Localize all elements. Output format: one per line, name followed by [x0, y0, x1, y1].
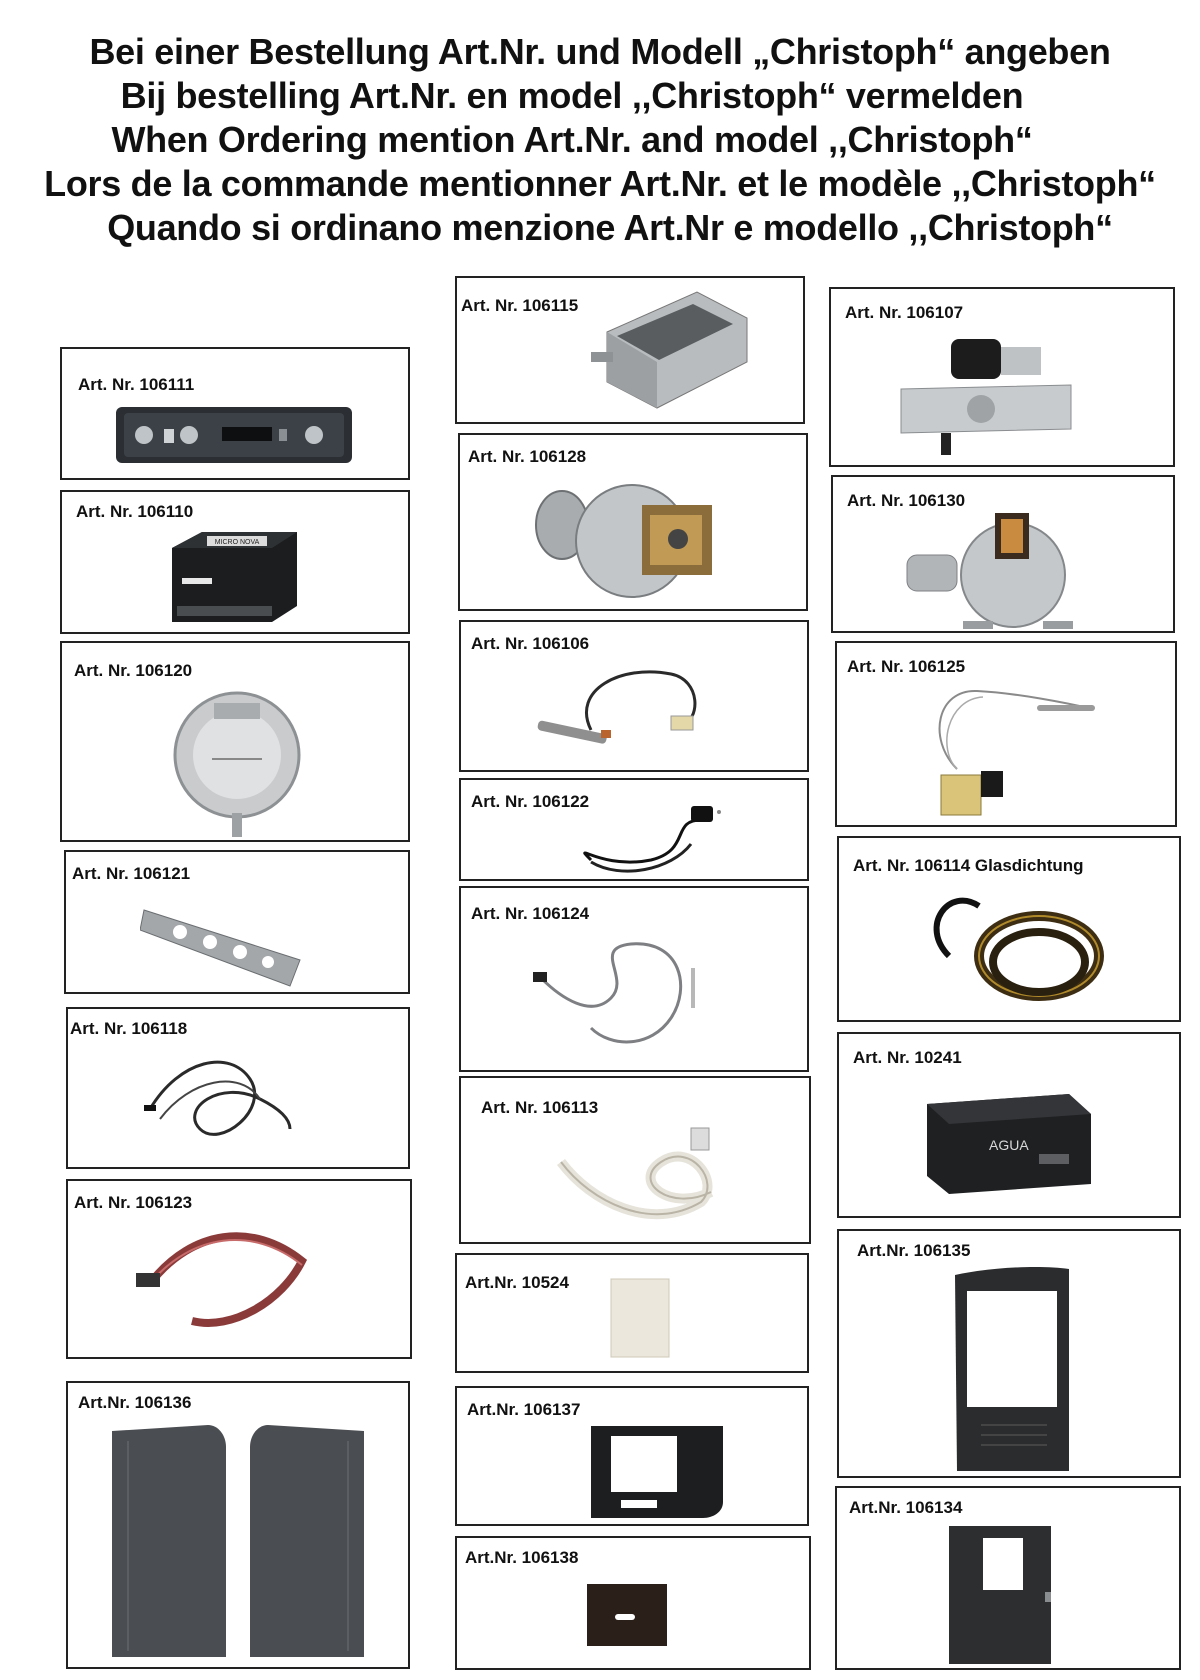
part-number-label: Art. Nr. 106124	[471, 904, 590, 923]
part-number-label: Art. Nr. 106120	[74, 661, 193, 680]
part-number-label: Art. Nr. 106114 Glasdichtung	[853, 856, 1084, 875]
part-number-label: Art.Nr. 106138	[465, 1548, 579, 1567]
part-card-106134	[835, 1486, 1181, 1670]
part-card-106107	[829, 287, 1175, 467]
auger-motor-image	[891, 329, 1081, 459]
part-card-106115	[455, 276, 805, 424]
glow-plug-image	[531, 660, 711, 760]
part-card-106123	[66, 1179, 412, 1359]
part-number-label: Art.Nr. 106135	[857, 1241, 971, 1260]
door-frame-image	[951, 1265, 1073, 1475]
part-card-106120	[60, 641, 410, 842]
pressure-switch-image	[162, 689, 312, 839]
part-card-106135	[837, 1229, 1181, 1478]
control-panel-image	[114, 403, 354, 467]
part-card-106121	[64, 850, 410, 994]
part-card-10241	[837, 1032, 1181, 1218]
part-card-106136	[66, 1381, 410, 1669]
part-number-label: Art.Nr. 106134	[849, 1498, 963, 1517]
part-number-label: Art. Nr. 106106	[471, 634, 590, 653]
part-number-label: Art. Nr. 10241	[853, 1048, 962, 1067]
scraper-tool-image	[140, 890, 310, 990]
heading-line-nl: Bij bestelling Art.Nr. en model ,,Christoph“ vermelden	[120, 75, 1024, 116]
controller-brand-print: MICRO NOVA	[214, 539, 260, 546]
insulation-plate-image	[609, 1277, 671, 1359]
part-number-label: Art. Nr. 106122	[471, 792, 590, 811]
sensor-module-image	[919, 1084, 1099, 1204]
front-frame-image	[587, 1422, 727, 1522]
part-card-106122	[459, 778, 809, 881]
probe-cable-image	[531, 938, 711, 1058]
part-card-106125	[835, 641, 1177, 827]
small-cover-plate-image	[585, 1582, 669, 1648]
sensor-brand-print: AGUA	[989, 1137, 1029, 1153]
gasket-rope-image	[551, 1122, 731, 1234]
safety-thermostat-image	[917, 679, 1097, 819]
exhaust-fan-image	[532, 475, 722, 605]
part-number-label: Art.Nr. 106137	[467, 1400, 581, 1419]
part-number-label: Art. Nr. 106107	[845, 303, 964, 322]
part-number-label: Art. Nr. 106125	[847, 657, 966, 676]
part-number-label: Art. Nr. 106121	[72, 864, 191, 883]
side-panels-image	[108, 1421, 368, 1661]
burner-pot-image	[587, 282, 757, 418]
order-instructions	[0, 30, 1200, 250]
room-air-fan-image	[903, 503, 1103, 633]
part-number-label: Art.Nr. 10524	[465, 1273, 569, 1292]
part-number-label: Art. Nr. 106130	[847, 491, 966, 510]
part-card-106118	[66, 1007, 410, 1169]
ribbon-cable-image	[132, 1221, 322, 1341]
part-card-106130	[831, 475, 1175, 633]
part-card-106124	[459, 886, 809, 1072]
power-cord-image	[561, 800, 721, 880]
part-card-10524	[455, 1253, 809, 1373]
inner-door-frame-image	[945, 1522, 1055, 1668]
part-card-106138	[455, 1536, 811, 1670]
part-card-106110	[60, 490, 410, 634]
heading-line-it: Quando si ordinano menzione Art.Nr e modello ,,Christoph“	[107, 207, 1113, 248]
part-card-106137	[455, 1386, 809, 1526]
heading-line-de: Bei einer Bestellung Art.Nr. und Modell „Christoph“ angeben	[89, 31, 1111, 72]
part-number-label: Art. Nr. 106113	[481, 1098, 599, 1117]
heading-line-fr: Lors de la commande mentionner Art.Nr. et le modèle ,,Christoph“	[44, 163, 1156, 204]
part-card-106128	[458, 433, 808, 611]
part-number-label: Art. Nr. 106110	[76, 502, 194, 521]
part-number-label: Art. Nr. 106118	[70, 1019, 188, 1038]
part-number-label: Art.Nr. 106136	[78, 1393, 192, 1412]
glass-gasket-image	[909, 886, 1109, 1016]
part-number-label: Art. Nr. 106128	[468, 447, 587, 466]
heading-line-en: When Ordering mention Art.Nr. and model ,,Christoph“	[111, 119, 1033, 160]
controller-board-image	[162, 528, 302, 628]
part-card-106106	[459, 620, 809, 772]
part-card-106114	[837, 836, 1181, 1022]
part-number-label: Art. Nr. 106111	[78, 375, 195, 394]
sensor-cable-image	[140, 1049, 300, 1159]
part-number-label: Art. Nr. 106115	[461, 296, 579, 315]
part-card-106113	[459, 1076, 811, 1244]
part-card-106111	[60, 347, 410, 480]
part-number-label: Art. Nr. 106123	[74, 1193, 193, 1212]
